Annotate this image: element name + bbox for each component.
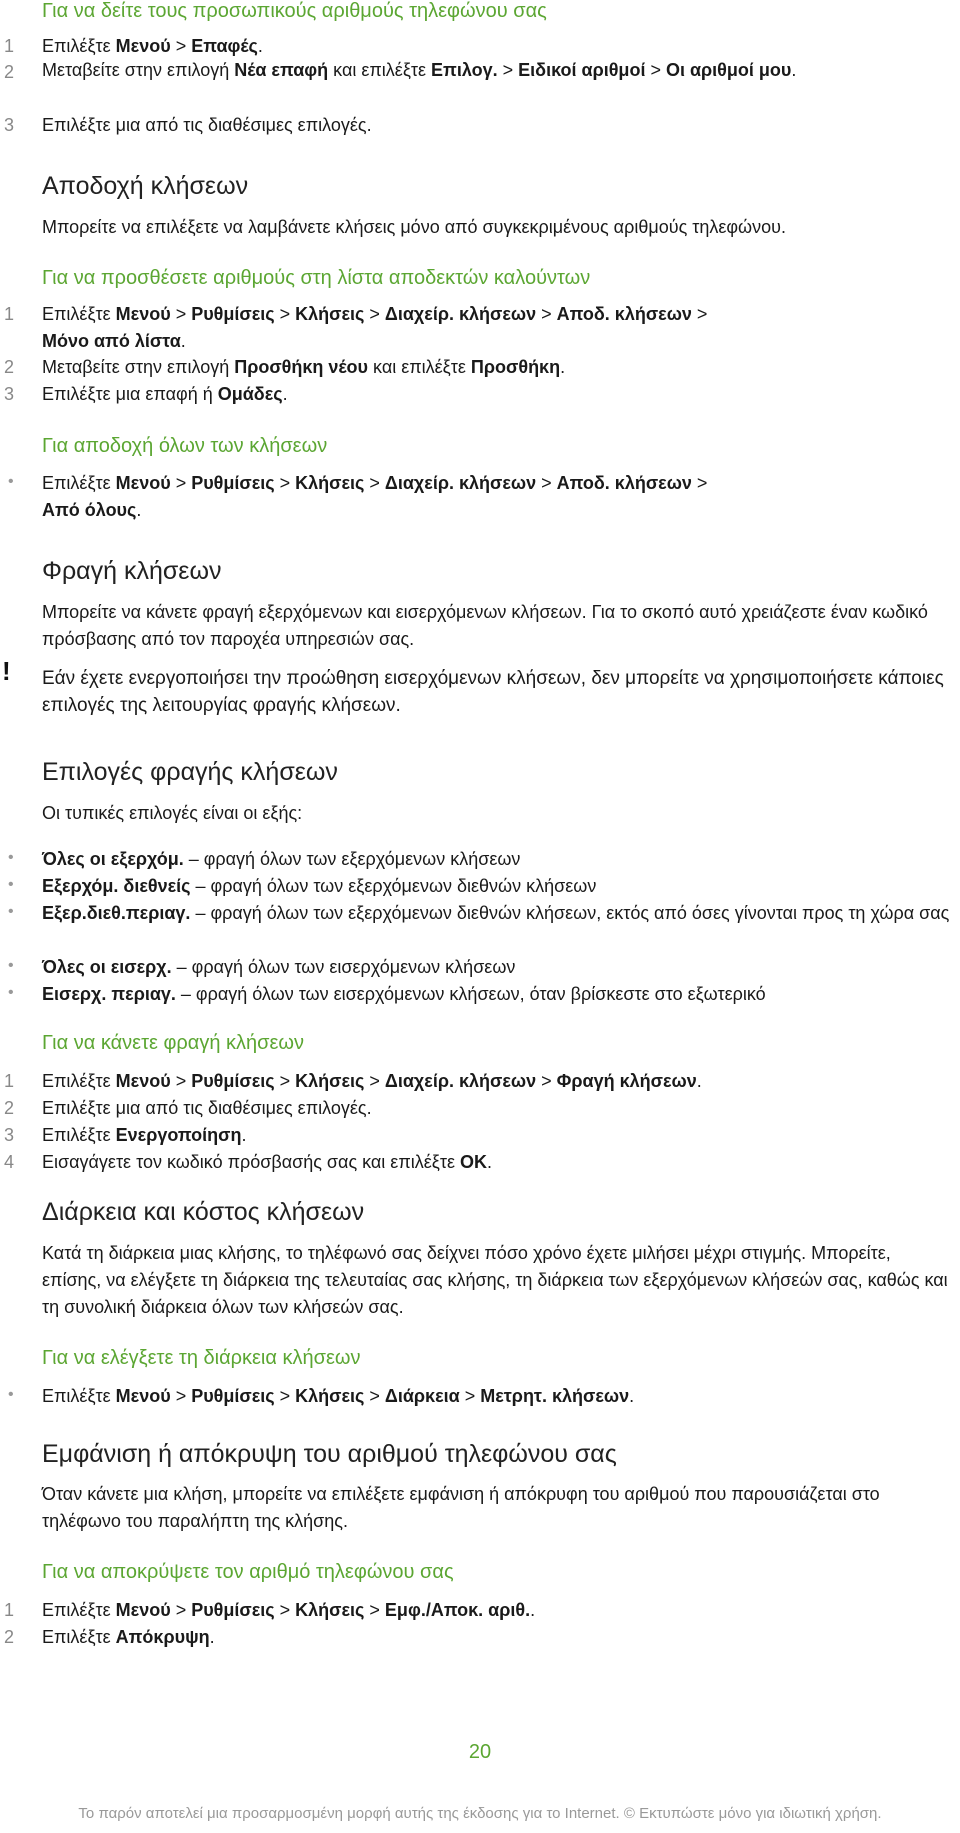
option-item: Εισερχ. περιαγ. – φραγή όλων των εισερχόμενων κλήσεων, όταν βρίσκεστε στο εξωτερικό	[42, 984, 766, 1004]
bullet: •	[8, 849, 14, 866]
option-item: Εξερχόμ. διεθνείς – φραγή όλων των εξερχόμενων διεθνών κλήσεων	[42, 876, 597, 896]
step-number: 3	[4, 1125, 15, 1145]
step-number: 3	[4, 115, 15, 135]
subheading-personal-numbers: Για να δείτε τους προσωπικούς αριθμούς τηλεφώνου σας	[42, 0, 547, 22]
option-item: Όλες οι εξερχόμ. – φραγή όλων των εξερχόμενων κλήσεων	[42, 849, 521, 869]
step-text: Επιλέξτε Μενού > Ρυθμίσεις > Κλήσεις > Εμφ./Αποκ. αριθ..	[42, 1600, 536, 1620]
bullet: •	[8, 957, 14, 974]
bullet: •	[8, 876, 14, 893]
step-number: 2	[4, 1098, 15, 1118]
bullet: •	[8, 903, 14, 920]
step-text: Μεταβείτε στην επιλογή Νέα επαφή και επιλέξτε Επιλογ. > Ειδικοί αριθμοί > Οι αριθμοί μου.	[42, 60, 797, 80]
page-number: 20	[468, 1741, 492, 1763]
step-number: 4	[4, 1152, 15, 1172]
step-text: Επιλέξτε Μενού > Επαφές.	[42, 36, 263, 56]
step-number: 1	[4, 1600, 15, 1620]
step-text: Επιλέξτε Απόκρυψη.	[42, 1627, 215, 1647]
step-text: Μεταβείτε στην επιλογή Προσθήκη νέου και επιλέξτε Προσθήκη.	[42, 357, 566, 377]
option-item: Όλες οι εισερχ. – φραγή όλων των εισερχόμενων κλήσεων	[42, 957, 516, 977]
bullet-text: Επιλέξτε Μενού > Ρυθμίσεις > Κλήσεις > Διαχείρ. κλήσεων > Αποδ. κλήσεων > Από όλους.	[42, 473, 708, 520]
heading-call-barring: Φραγή κλήσεων	[42, 557, 222, 585]
step-number: 1	[4, 304, 15, 324]
paragraph: Μπορείτε να επιλέξετε να λαμβάνετε κλήσεις μόνο από συγκεκριμένους αριθμούς τηλεφώνου.	[42, 217, 786, 237]
step-text: Επιλέξτε Μενού > Ρυθμίσεις > Κλήσεις > Διαχείρ. κλήσεων > Αποδ. κλήσεων > Μόνο από λίστα.	[42, 304, 708, 351]
paragraph: Κατά τη διάρκεια μιας κλήσης, το τηλέφωνό σας δείχνει πόσο χρόνο έχετε μιλήσει μέχρι στιγμής. Μπορείτε, επίσης, να ελέγξετε τη διάρκεια της τελευταίας σας κλήσης, τη διάρκεια των εξερχόμενων κλήσεών σας, καθώς και τη συνολική διάρκεια όλων των κλήσεών σας.	[42, 1243, 948, 1317]
subheading-check-duration: Για να ελέγξετε τη διάρκεια κλήσεων	[42, 1347, 361, 1369]
step-text: Επιλέξτε μια από τις διαθέσιμες επιλογές.	[42, 115, 372, 135]
subheading-add-numbers: Για να προσθέσετε αριθμούς στη λίστα αποδεκτών καλούντων	[42, 267, 591, 289]
exclamation-icon: !	[2, 656, 11, 686]
step-text: Επιλέξτε μια από τις διαθέσιμες επιλογές.	[42, 1098, 372, 1118]
paragraph: Όταν κάνετε μια κλήση, μπορείτε να επιλέξετε εμφάνιση ή απόκρυφη του αριθμού που παρουσιάζεται στο τηλέφωνο του παραλήπτη της κλήσης.	[42, 1484, 880, 1531]
step-number: 2	[4, 62, 15, 82]
bullet-text: Επιλέξτε Μενού > Ρυθμίσεις > Κλήσεις > Διάρκεια > Μετρητ. κλήσεων.	[42, 1386, 635, 1406]
step-text: Εισαγάγετε τον κωδικό πρόσβασής σας και επιλέξτε OK.	[42, 1152, 492, 1172]
subheading-bar-calls: Για να κάνετε φραγή κλήσεων	[42, 1032, 305, 1054]
step-text: Επιλέξτε Μενού > Ρυθμίσεις > Κλήσεις > Διαχείρ. κλήσεων > Φραγή κλήσεων.	[42, 1071, 702, 1091]
paragraph: Μπορείτε να κάνετε φραγή εξερχόμενων και εισερχόμενων κλήσεων. Για το σκοπό αυτό χρειάζεστε έναν κωδικό πρόσβασης από τον παροχέα υπηρεσιών σας.	[42, 602, 928, 649]
step-number: 1	[4, 36, 15, 56]
footer-note: Το παρόν αποτελεί μια προσαρμοσμένη μορφή αυτής της έκδοσης για το Internet. © Εκτυπώστε μόνο για ιδιωτική χρήση.	[78, 1805, 882, 1822]
bullet: •	[8, 473, 14, 490]
step-number: 3	[4, 384, 15, 404]
step-text: Επιλέξτε Ενεργοποίηση.	[42, 1125, 247, 1145]
heading-duration-cost: Διάρκεια και κόστος κλήσεων	[42, 1198, 365, 1226]
subheading-hide-number: Για να αποκρύψετε τον αριθμό τηλεφώνου σας	[42, 1561, 454, 1583]
bullet: •	[8, 984, 14, 1001]
step-number: 2	[4, 357, 15, 377]
heading-barring-options: Επιλογές φραγής κλήσεων	[42, 758, 338, 786]
step-number: 1	[4, 1071, 15, 1091]
heading-show-hide-number: Εμφάνιση ή απόκρυψη του αριθμού τηλεφώνου σας	[42, 1440, 617, 1468]
paragraph: Οι τυπικές επιλογές είναι οι εξής:	[42, 803, 303, 823]
step-number: 2	[4, 1627, 15, 1647]
subheading-accept-all: Για αποδοχή όλων των κλήσεων	[42, 435, 328, 457]
bullet: •	[8, 1386, 14, 1403]
warning-note: Εάν έχετε ενεργοποιήσει την προώθηση εισερχόμενων κλήσεων, δεν μπορείτε να χρησιμοποιήσετε κάποιες επιλογές της λειτουργίας φραγής κλήσεων.	[42, 668, 944, 716]
option-item: Εξερ.διεθ.περιαγ. – φραγή όλων των εξερχόμενων διεθνών κλήσεων, εκτός από όσες γίνονται προς τη χώρα σας	[42, 903, 950, 923]
step-text: Επιλέξτε μια επαφή ή Ομάδες.	[42, 384, 288, 404]
heading-accept-calls: Αποδοχή κλήσεων	[42, 172, 249, 200]
